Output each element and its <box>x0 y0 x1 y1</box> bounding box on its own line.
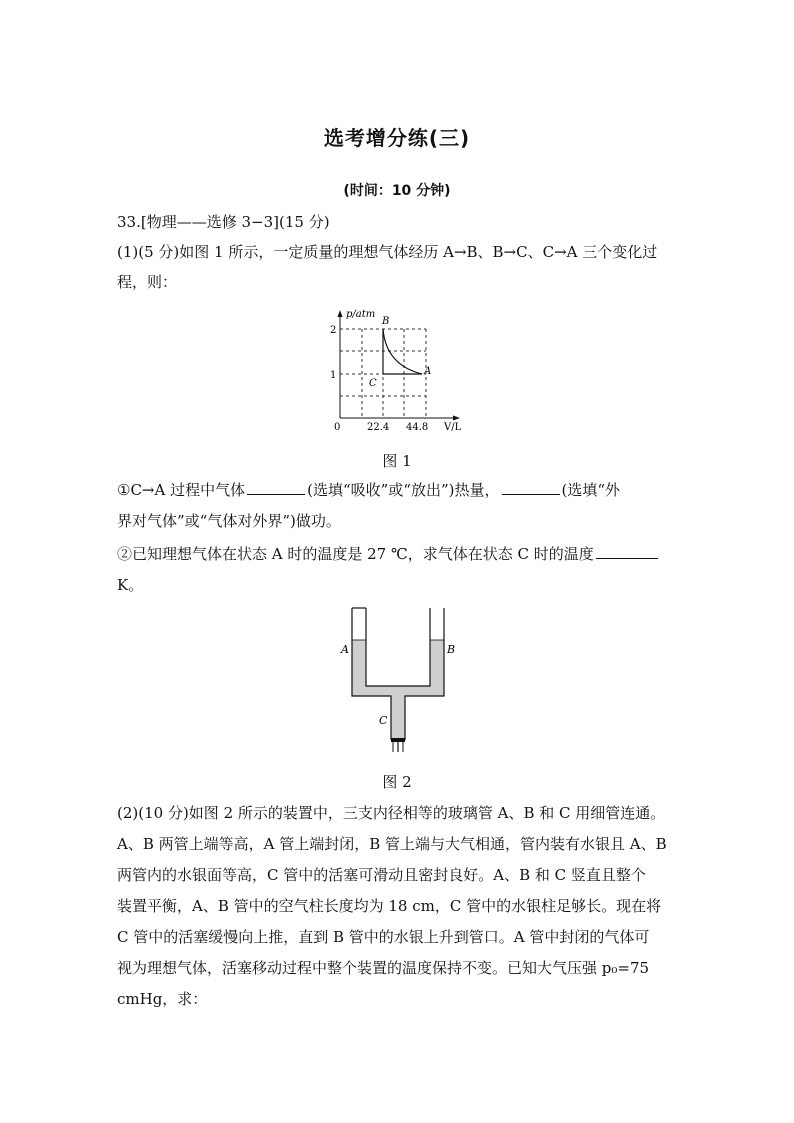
piston <box>391 738 405 742</box>
answer-blank-2[interactable] <box>502 480 560 495</box>
answer-blank-1[interactable] <box>247 480 305 495</box>
q1-text-line2: 程，则： <box>117 273 178 291</box>
x-tick-44-8: 44.8 <box>406 422 429 433</box>
x-tick-22-4: 22.4 <box>367 422 390 433</box>
point-c-label: C <box>369 378 377 389</box>
page-title: 选考增分练(三) <box>323 126 471 150</box>
y-tick-1: 1 <box>330 370 337 381</box>
figure-1-pv-graph <box>318 300 468 435</box>
q2-text-line7: cmHg，求： <box>117 990 208 1008</box>
q2-text-line6: 视为理想气体，活塞移动过程中整个装置的温度保持不变。已知大气压强 p₀=75 <box>117 959 650 977</box>
q1-sub2-part-a: ②已知理想气体在状态 A 时的温度是 27 ℃，求气体在状态 C 时的温度 <box>117 545 594 563</box>
origin-label: 0 <box>334 422 341 433</box>
q2-text-line5: C 管中的活塞缓慢向上推，直到 B 管中的水银上升到管口。A 管中封闭的气体可 <box>117 928 650 946</box>
q1-sub1-line2: 界对气体”或“气体对外界”)做功。 <box>117 512 341 530</box>
y-tick-2: 2 <box>330 325 337 336</box>
section-heading: 33.[物理——选修 3−3](15 分) <box>117 213 330 231</box>
q1-sub1-line1 <box>117 480 620 500</box>
q1-sub2-line1 <box>117 544 660 564</box>
q2-text-line2: A、B 两管上端等高，A 管上端封闭，B 管上端与大气相通，管内装有水银且 A、B <box>117 835 667 853</box>
y-axis-label: p/atm <box>346 309 376 320</box>
answer-blank-3[interactable] <box>596 544 658 559</box>
q2-text-line3: 两管内的水银面等高，C 管中的活塞可滑动且密封良好。A、B 和 C 竖直且整个 <box>117 866 646 884</box>
q1-text-line1: (1)(5 分)如图 1 所示，一定质量的理想气体经历 A→B、B→C、C→A 三个变化过 <box>117 243 658 261</box>
q1-sub1-part-c: (选填“外 <box>561 481 621 499</box>
y-axis-arrow <box>338 310 343 317</box>
tube-b-label: B <box>447 643 456 656</box>
q2-text-line4: 装置平衡，A、B 管中的空气柱长度均为 18 cm，C 管中的水银柱足够长。现在将 <box>117 897 662 915</box>
q1-sub1-part-b: (选填“吸收”或“放出”)热量， <box>307 481 500 499</box>
q1-sub1-part-a: ①C→A 过程中气体 <box>117 481 246 499</box>
q2-text-line1: (2)(10 分)如图 2 所示的装置中，三支内径相等的玻璃管 A、B 和 C 用细管连通。 <box>117 804 666 822</box>
figure-2-tube-apparatus <box>332 600 464 760</box>
q1-sub2-line2: K。 <box>117 576 144 594</box>
figure-2-caption: 图 2 <box>382 773 412 791</box>
x-axis-arrow <box>453 416 460 421</box>
time-limit: (时间：10 分钟) <box>343 183 451 199</box>
figure-1-caption: 图 1 <box>382 452 412 470</box>
tube-a-label: A <box>341 643 349 656</box>
x-axis-label: V/L <box>444 422 462 433</box>
point-b-label: B <box>382 316 390 327</box>
point-a-label: A <box>424 366 432 377</box>
tube-c-label: C <box>379 714 388 727</box>
